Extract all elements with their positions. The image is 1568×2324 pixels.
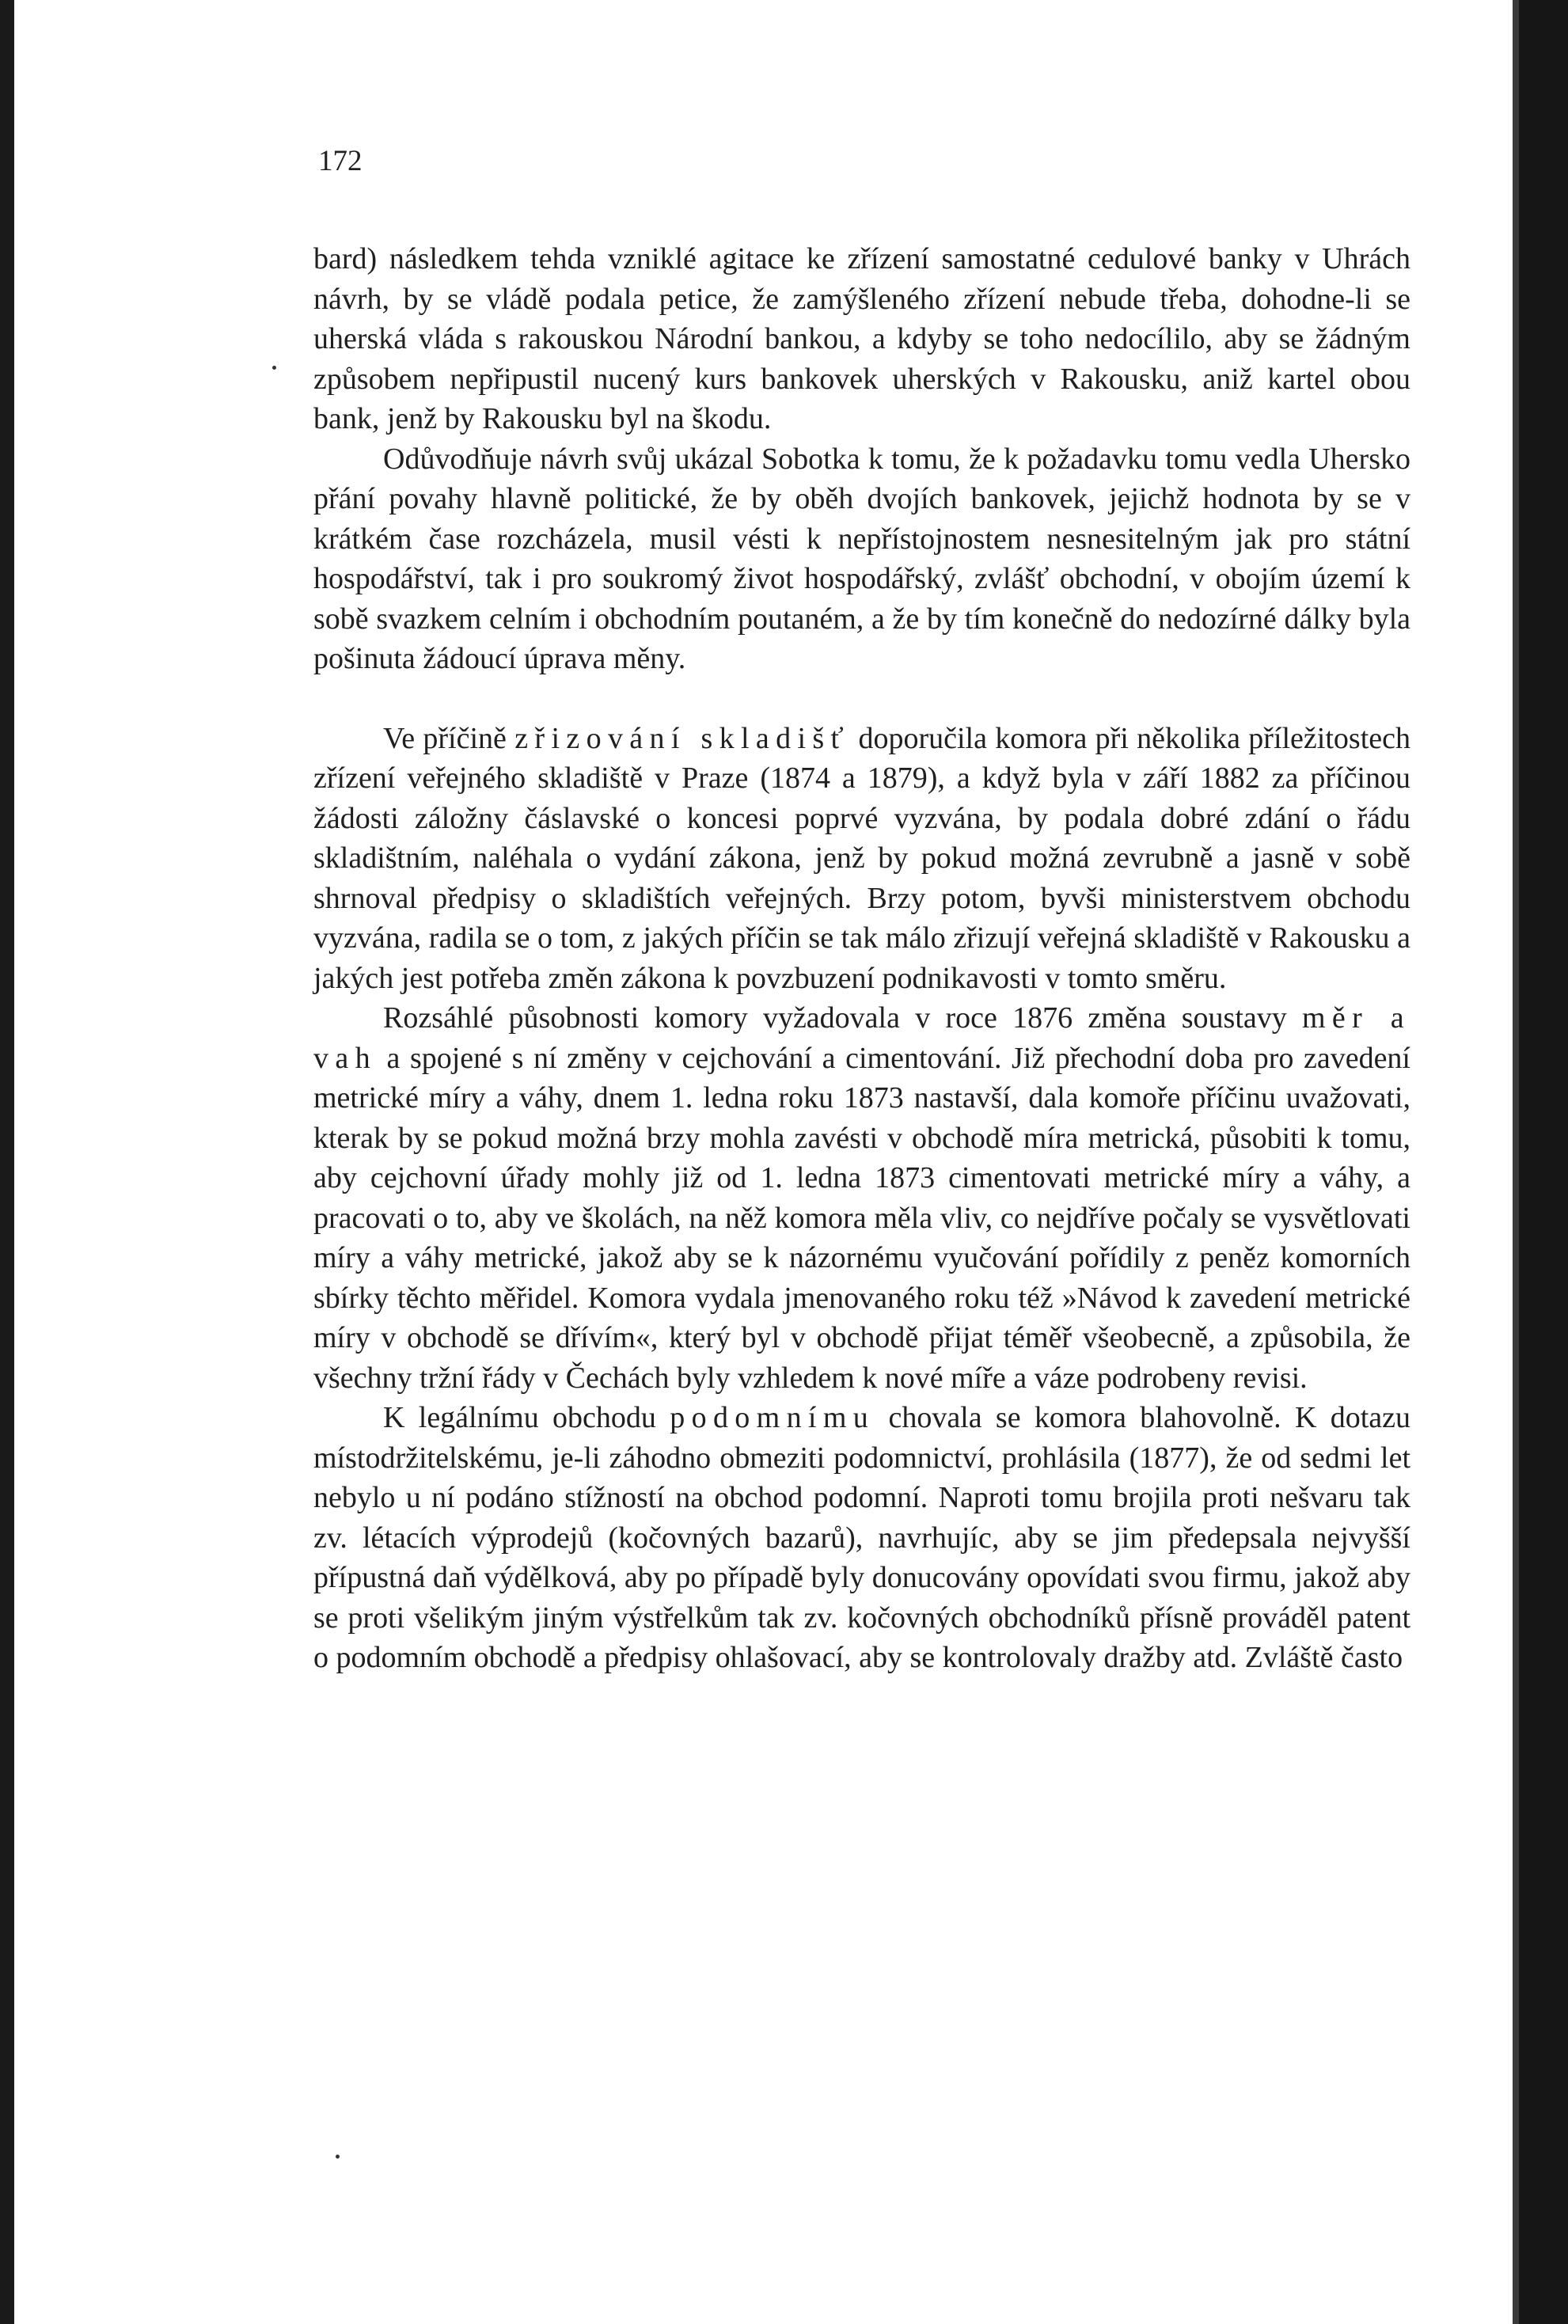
paragraph-p5 xyxy=(313,1398,1410,1678)
paragraph-p2 xyxy=(313,439,1410,679)
text-run: K legálnímu obchodu xyxy=(383,1401,670,1434)
text-run: a spojené s ní změny v cejchování a cimentování. Již přechodní doba pro zavedení metrické míry a váhy, dnem 1. ledna roku 1873 nastavší, dala komoře příčinu uvažovati, kterak by se pokud možná brzy mohla zavésti v obchodě míra metrická, působiti k tomu, aby cejchovní úřady mohly již od 1. ledna 1873 cimentovati metrické míry a váhy, a pracovati o to, aby ve školách, na něž komora měla vliv, co nejdříve počaly se vysvětlovati míry a váhy metrické, jakož aby se k názornému vyučování pořídily z peněz komorních sbírky těchto měřidel. Komora vydala jmenovaného roku též »Návod k zavedení metrické míry v obchodě se dřívím«, který byl v obchodě přijat téměř všeobecně, a způsobila, že všechny tržní řády v Čechách byly vzhledem k nové míře a váze podrobeny revisi. xyxy=(313,1041,1410,1395)
scan-border-left xyxy=(0,0,14,2324)
paragraph-p4 xyxy=(313,998,1410,1398)
spaced-emphasis: podomnímu xyxy=(670,1401,875,1434)
text-run: bard) následkem tehda vzniklé agitace ke zřízení samostatné cedulové banky v Uhrách návrh, by se vládě podala petice, že zamýšleného zřízení nebude třeba, dohodne-li se uherská vláda s rakouskou Národní bankou, a kdyby se toho nedocílilo, aby se žádným způsobem nepřipustil nucený kurs bankovek uherských v Rakousku, aniž kartel obou bank, jenž by Rakousku byl na škodu. xyxy=(313,242,1410,435)
spaced-emphasis: zřizování skladišť xyxy=(514,721,851,755)
scan-border-right-shadow xyxy=(1513,0,1519,2324)
scan-border-right xyxy=(1519,0,1568,2324)
page-number: 172 xyxy=(318,145,363,177)
text-run: chovala se komora blahovolně. K dotazu místodržitelskému, je-li záhodno obmeziti podomnictví, prohlásila (1877), že od sedmi let nebylo u ní podáno stížností na obchod podomní. Naproti tomu brojila proti nešvaru tak zv. létacích výprodejů (kočovných bazarů), navrhujíc, aby se jim předepsala nejvyšší přípustná daň výdělková, aby po případě byly donucovány opovídati svou firmu, jakož aby se proti všelikým jiným výstřelkům tak zv. kočovných obchodníků přísně prováděl patent o podomním obchodě a předpisy ohlašovací, aby se kontrolovaly dražby atd. Zvláště často xyxy=(313,1401,1410,1674)
margin-dot xyxy=(336,2155,340,2159)
text-run: Rozsáhlé působnosti komory vyžadovala v roce 1876 změna soustavy xyxy=(383,1001,1302,1035)
margin-dot xyxy=(272,366,276,370)
text-run: Ve příčině xyxy=(383,721,515,755)
spaced-emphasis: měr a vah xyxy=(313,1001,1410,1075)
paragraph-p3 xyxy=(313,719,1410,999)
paragraph-p1 xyxy=(313,239,1410,439)
text-run: doporučila komora při několika příležitostech zřízení veřejného skladiště v Praze (1874 a 1879), a když byla v září 1882 za příčinou žádosti záložny čáslavské o koncesi poprvé vyzvána, by podala dobré zdání o řádu skladištním, naléhala o vydání zákona, jenž by pokud možná zevrubně a jasně v sobě shrnoval předpisy o skladištích veřejných. Brzy potom, byvši ministerstvem obchodu vyzvána, radila se o tom, z jakých příčin se tak málo zřizují veřejná skladiště v Rakousku a jakých jest potřeba změn zákona k povzbuzení podnikavosti v tomto směru. xyxy=(313,721,1410,995)
book-page xyxy=(313,141,1410,1678)
page-body-text xyxy=(313,239,1410,1678)
section-gap xyxy=(313,679,1410,719)
text-run: Odůvodňuje návrh svůj ukázal Sobotka k tomu, že k požadavku tomu vedla Uhersko přání povahy hlavně politické, že by oběh dvojích bankovek, jejichž hodnota by se v krátkém čase rozcházela, musil vésti k nepřístojnostem nesnesitelným jak pro státní hospodářství, tak i pro soukromý život hospodářský, zvlášť obchodní, v obojím území k sobě svazkem celním i obchodním poutaném, a že by tím konečně do nedozírné dálky byla pošinuta žádoucí úprava měny. xyxy=(313,442,1410,675)
